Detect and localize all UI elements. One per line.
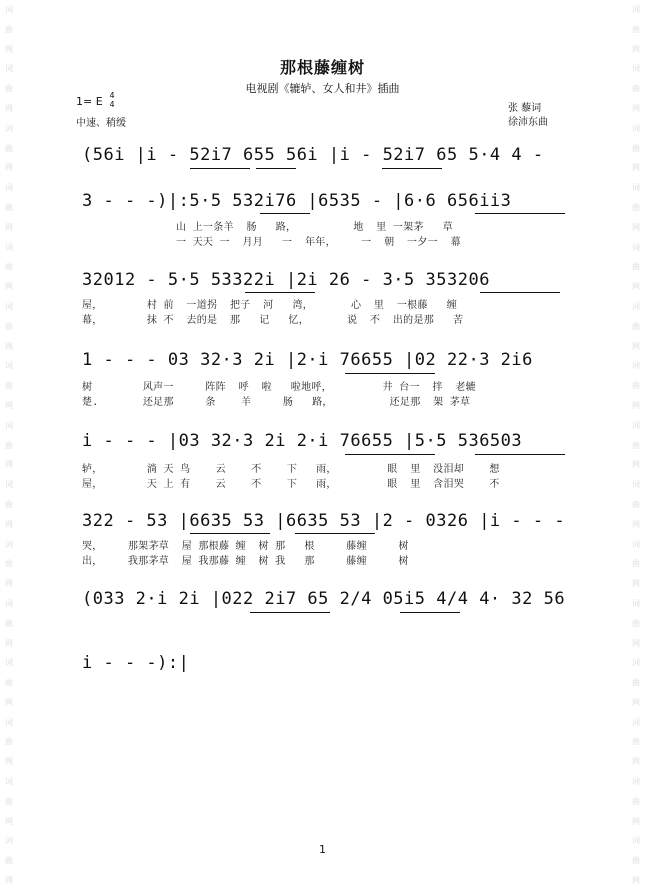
watermark-char: 词 [5,598,13,608]
rhythm-beam [295,533,375,534]
watermark-char: 网 [632,341,640,351]
watermark-char: 曲 [5,440,13,450]
watermark-char: 网 [5,460,13,470]
watermark-char: 网 [632,163,640,173]
watermark-char: 词 [632,242,640,252]
watermark-char: 曲 [632,856,640,866]
music-line-5: i - - - |03 32·3 2i 2·i 76655 |5·5 536503 [82,431,523,451]
music-line-7: (033 2·i 2i |022 2i7 65 2/4 05i5 4/4 4· 32 56 [82,589,566,609]
watermark-right [629,0,643,891]
rhythm-beam [382,168,442,169]
watermark-char: 曲 [5,499,13,509]
watermark-char: 曲 [5,24,13,34]
watermark-char: 曲 [5,84,13,94]
watermark-char: 曲 [632,618,640,628]
watermark-char: 曲 [632,262,640,272]
music-line-4: 1 - - - 03 32·3 2i |2·i 76655 |02 22·3 2i6 [82,350,533,370]
watermark-char: 网 [5,341,13,351]
lyricist: 张 藜词 [508,103,542,114]
watermark-char: 词 [632,183,640,193]
watermark-char: 曲 [632,84,640,94]
watermark-char: 词 [5,420,13,430]
watermark-char: 词 [632,777,640,787]
watermark-char: 词 [632,717,640,727]
watermark-char: 网 [632,638,640,648]
watermark-char: 网 [5,638,13,648]
watermark-char: 词 [632,480,640,490]
watermark-char: 曲 [632,559,640,569]
watermark-char: 网 [5,579,13,589]
rhythm-beam [190,168,250,169]
rhythm-beam [256,168,296,169]
watermark-char: 网 [5,876,13,886]
watermark-char: 曲 [632,202,640,212]
page-number: 1 [319,843,326,856]
watermark-char: 网 [5,103,13,113]
watermark-char: 词 [632,539,640,549]
rhythm-beam [400,612,460,613]
watermark-char: 词 [5,64,13,74]
watermark-char: 曲 [5,262,13,272]
watermark-char: 网 [5,282,13,292]
watermark-char: 曲 [5,618,13,628]
music-line-1: (56i |i - 52i7 655 56i |i - 52i7 65 5·4 4 - [82,145,544,165]
watermark-char: 网 [5,757,13,767]
watermark-char: 曲 [5,381,13,391]
watermark-char: 网 [632,44,640,54]
rhythm-beam [345,454,435,455]
watermark-char: 网 [632,460,640,470]
watermark-char: 词 [5,480,13,490]
watermark-char: 词 [632,836,640,846]
watermark-char: 网 [5,44,13,54]
tempo-marking: 中速、稍缓 [76,118,126,129]
watermark-char: 词 [632,64,640,74]
lyric-line-2a: 屋， 村 前 一道拐 把子 河 湾， 心 里 一根藤 缠 [82,300,458,311]
watermark-char: 网 [632,400,640,410]
watermark-char: 曲 [5,202,13,212]
rhythm-beam [250,612,330,613]
lyric-line-3b: 楚. 还足那 条 羊 肠 路， 还足那 架 茅草 [82,397,471,408]
watermark-char: 曲 [632,381,640,391]
watermark-char: 网 [5,163,13,173]
watermark-char: 网 [5,519,13,529]
watermark-char: 词 [5,658,13,668]
watermark-char: 词 [632,301,640,311]
watermark-char: 网 [5,400,13,410]
lyric-line-2b: 幕， 抹 不 去的是 那 记 忆， 说 不 出的是那 苦 [82,315,464,326]
watermark-char: 网 [5,222,13,232]
rhythm-beam [345,373,435,374]
rhythm-beam [245,292,315,293]
watermark-char: 网 [632,519,640,529]
watermark-char: 网 [632,816,640,826]
lyric-line-5b: 出， 我那茅草 屋 我那藤 缠 树 我 那 藤缠 树 [82,556,409,567]
watermark-char: 网 [5,816,13,826]
watermark-char: 网 [632,103,640,113]
watermark-char: 词 [5,777,13,787]
watermark-char: 曲 [632,440,640,450]
watermark-char: 网 [632,757,640,767]
watermark-char: 网 [5,697,13,707]
watermark-char: 曲 [632,499,640,509]
lyric-line-1a: 山 上一条羊 肠 路， 地 里 一架茅 草 [176,222,453,233]
lyric-line-1b: 一 天天 一 月月 一 年年， 一 朝 一夕一 幕 [176,237,461,248]
music-line-2: 3 - - -)|:5·5 532i76 |6535 - |6·6 656ii3 [82,191,512,211]
rhythm-beam [260,213,310,214]
time-signature: 4 4 [109,91,115,109]
watermark-char: 网 [632,222,640,232]
watermark-char: 词 [632,123,640,133]
watermark-char: 曲 [632,678,640,688]
watermark-char: 词 [632,598,640,608]
watermark-char: 词 [632,658,640,668]
watermark-char: 词 [632,361,640,371]
lyric-line-5a: 哭， 那架茅草 屋 那根藤 缠 树 那 根 藤缠 树 [82,541,409,552]
watermark-char: 词 [5,717,13,727]
watermark-char: 网 [632,876,640,886]
song-title: 那根藤缠树 [279,58,365,77]
watermark-char: 曲 [632,321,640,331]
song-subtitle: 电视剧《辘轳、女人和井》插曲 [245,82,400,95]
music-line-6: 322 - 53 |6635 53 |6635 53 |2 - 0326 |i - - - [82,511,566,531]
watermark-char: 曲 [5,559,13,569]
lyric-line-3a: 树 风声一 阵阵 呼 啦 啦地呼， 井 台一 拌 老辘 [82,382,476,393]
watermark-char: 曲 [632,24,640,34]
watermark-char: 词 [5,242,13,252]
watermark-left [2,0,16,891]
watermark-char: 曲 [5,856,13,866]
watermark-char: 词 [5,301,13,311]
watermark-char: 曲 [632,737,640,747]
lyric-line-4a: 轳， 淌 天 鸟 云 不 下 雨， 眼 里 没泪却 想 [82,464,500,475]
watermark-char: 曲 [632,143,640,153]
watermark-char: 词 [5,836,13,846]
watermark-char: 网 [632,282,640,292]
rhythm-beam [480,292,560,293]
watermark-char: 词 [5,183,13,193]
music-line-8: i - - -):| [82,653,190,673]
watermark-char: 曲 [5,678,13,688]
watermark-char: 词 [632,5,640,14]
watermark-char: 词 [5,5,13,14]
watermark-char: 曲 [5,796,13,806]
watermark-char: 曲 [5,143,13,153]
watermark-char: 曲 [632,796,640,806]
watermark-char: 曲 [5,737,13,747]
key-signature: 1= E [76,95,103,108]
watermark-char: 网 [632,579,640,589]
watermark-char: 词 [632,420,640,430]
rhythm-beam [475,213,565,214]
rhythm-beam [190,533,270,534]
lyric-line-4b: 屋， 天 上 有 云 不 下 雨， 眼 里 含泪哭 不 [82,479,500,490]
music-line-3: 32012 - 5·5 53322i |2i 26 - 3·5 353206 [82,270,490,290]
watermark-char: 网 [632,697,640,707]
watermark-char: 词 [5,361,13,371]
rhythm-beam [475,454,565,455]
watermark-char: 词 [5,539,13,549]
watermark-char: 词 [5,123,13,133]
watermark-char: 曲 [5,321,13,331]
composer: 徐沛东曲 [508,117,548,128]
